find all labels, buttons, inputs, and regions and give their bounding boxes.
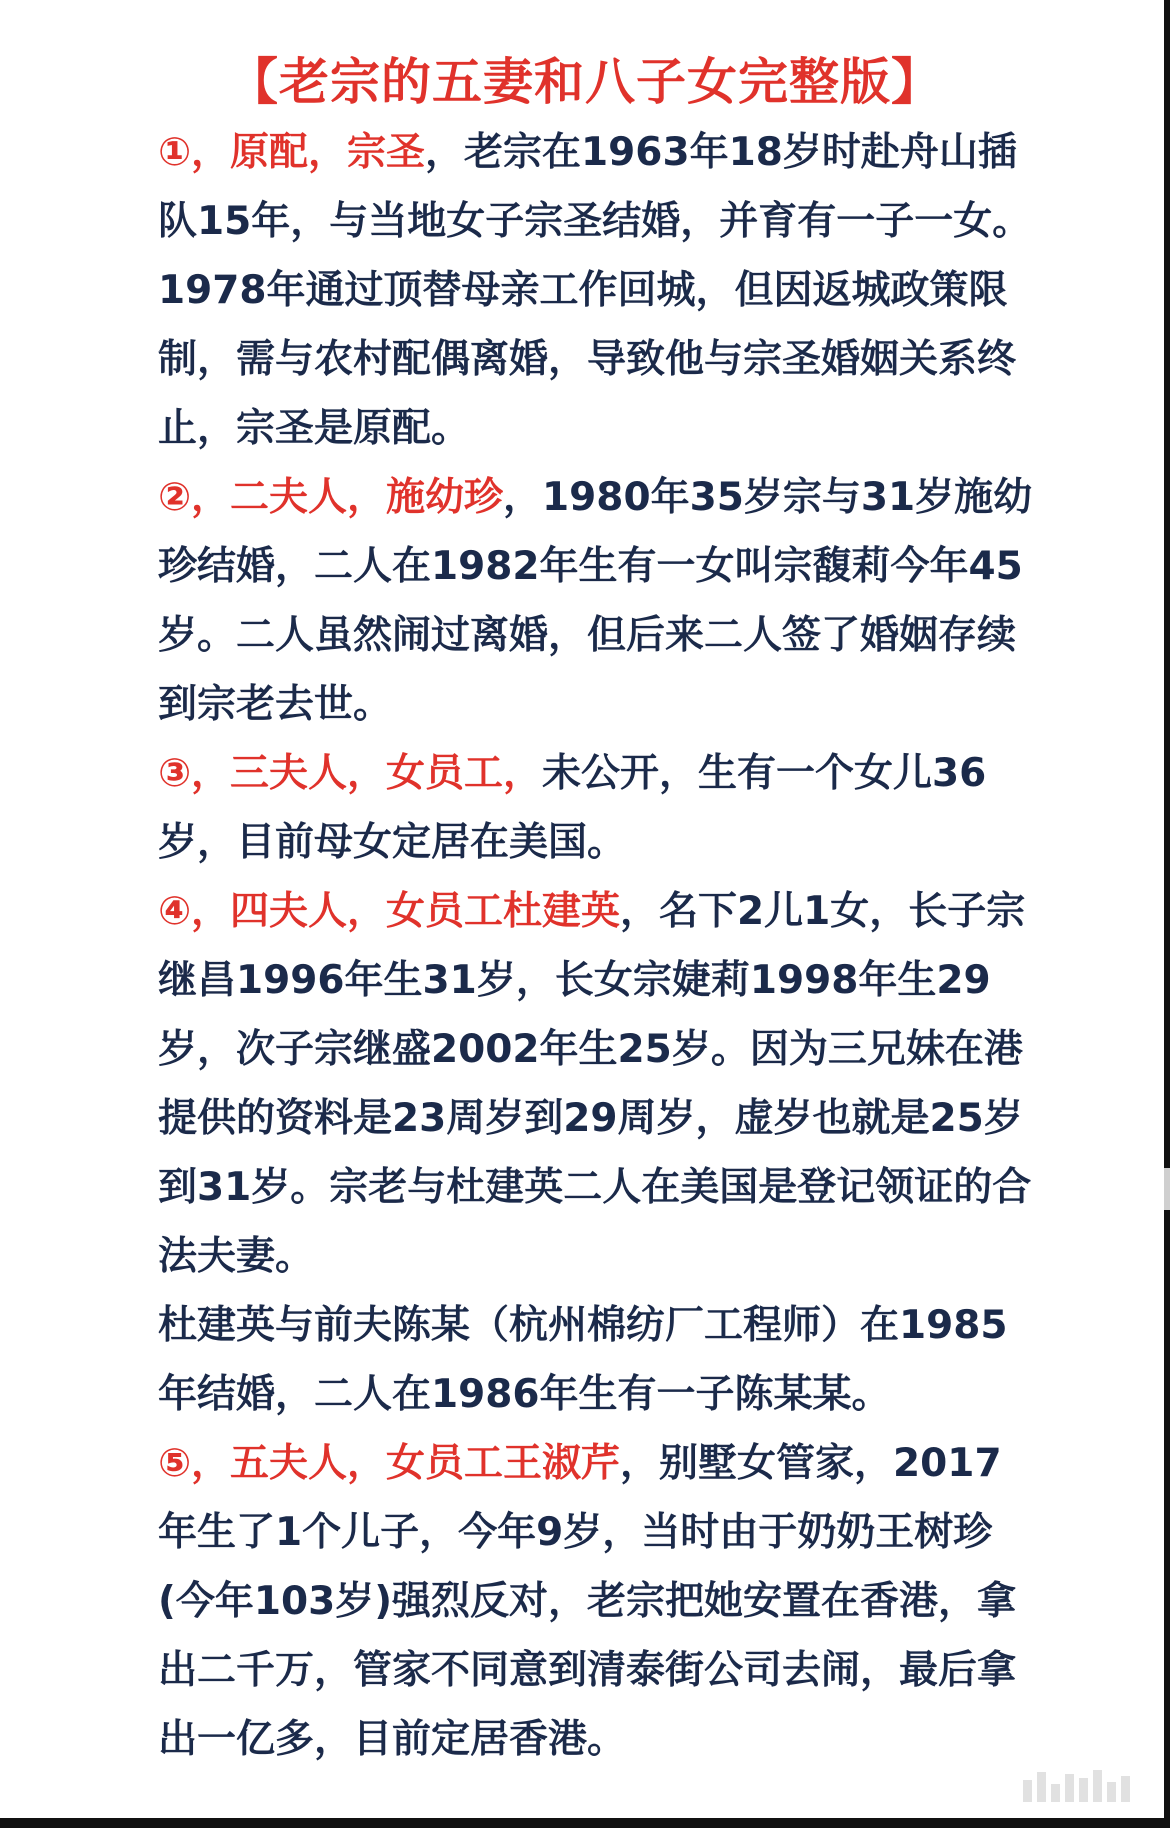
paragraph-text: 杜建英与前夫陈某（杭州棉纺厂工程师）在1985年结婚，二人在1986年生有一子陈某某。: [158, 1303, 1008, 1417]
paragraph-lead: ③，三夫人，女员工，: [158, 751, 543, 796]
paragraph-text: ，别墅女管家，2017年生了1个儿子，今年9岁，当时由于奶奶王树珍(今年103岁)强烈反对，老宗把她安置在香港，拿出二千万，管家不同意到清泰街公司去闹，最后拿出一亿多，目前定居香港。: [158, 1441, 1017, 1762]
bottom-edge-bar: [0, 1818, 1170, 1828]
watermark-logo: [1023, 1770, 1130, 1802]
article-body: [158, 118, 1036, 1774]
paragraph-text: 未公开，生有一个女儿36岁，目前母女定居在美国。: [158, 751, 987, 865]
paragraph-wife-5: [158, 1429, 1036, 1774]
paragraph-wife-4: [158, 877, 1036, 1291]
paragraph-text: ，名下2儿1女，长子宗继昌1996年生31岁，长女宗婕莉1998年生29岁，次子宗继盛2002年生25岁。因为三兄妹在港提供的资料是23周岁到29周岁，虚岁也就是25岁到31岁。宗老与杜建英二人在美国是登记领证的合法夫妻。: [158, 889, 1032, 1279]
paragraph-wife-3: [158, 739, 1036, 877]
paragraph-text: ，老宗在1963年18岁时赴舟山插队15年，与当地女子宗圣结婚，并育有一子一女。1978年通过顶替母亲工作回城，但因返城政策限制，需与农村配偶离婚，导致他与宗圣婚姻关系终止，宗圣是原配。: [158, 130, 1032, 451]
paragraph-lead: ④，四夫人，女员工杜建英: [158, 889, 621, 934]
paragraph-lead: ②，二夫人，施幼珍: [158, 475, 504, 520]
right-edge-bar: [1164, 0, 1170, 1828]
paragraph-wife-1: [158, 118, 1036, 463]
paragraph-lead: ⑤，五夫人，女员工王淑芹: [158, 1441, 621, 1486]
paragraph-wife-2: [158, 463, 1036, 739]
paragraph-wife-4-note: [158, 1291, 1036, 1429]
page-title: 【老宗的五妻和八子女完整版】: [228, 53, 942, 111]
paragraph-text: ，1980年35岁宗与31岁施幼珍结婚，二人在1982年生有一女叫宗馥莉今年45岁。二人虽然闹过离婚，但后来二人签了婚姻存续到宗老去世。: [158, 475, 1033, 727]
paragraph-lead: ①，原配，宗圣: [158, 130, 426, 175]
